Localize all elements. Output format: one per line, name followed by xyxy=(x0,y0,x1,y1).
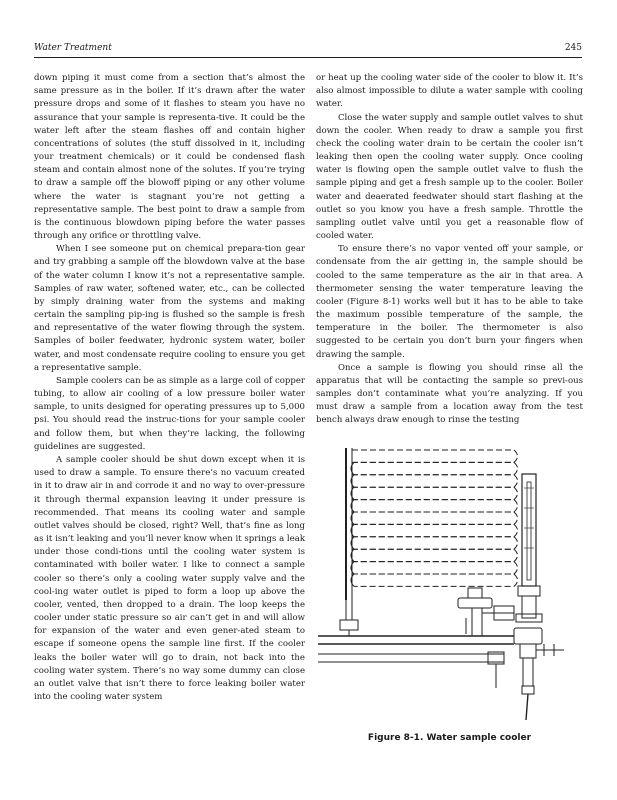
paragraph: A sample cooler should be shut down except when it is used to draw a sample. To ensure there’s no vacuum created in it to draw air in and corrode it and no way to over-pressure it through thermal expansion leaving it under pressure is recommended. That means its cooling water and sample outlet valves should be closed, right? Well, that’s fine as long as it isn’t leaking and you’ll never know when it springs a leak under those condi-tions until the cooling water system is contaminated with boiler water. I like to connect a sample cooler so there’s only a cooling water supply valve and the cool-ing water outlet is piped to form a loop up above the cooler, vented, then dropped to a drain. The loop keeps the cooler under static pressure so air can’t get in and will allow for expansion of the water and even gener-ated steam to escape if someone opens the sample line first. If the cooler leaks the boiler water will go to drain, not back into the cooling water system. There’s no way some dummy can close an outlet valve that isn’t there to force leaking boiler water into the cooling water system xyxy=(34,454,305,703)
figure-caption: Figure 8-1. Water sample cooler xyxy=(367,733,532,743)
paragraph: Once a sample is flowing you should rinse all the apparatus that will be contacting the sample so previ-ous samples don’t contaminate what you’re analyzing. If you must draw a sample from a location away from the test bench always draw enough to rinse the testing xyxy=(316,362,583,426)
paragraph: To ensure there’s no vapor vented off your sample, or condensate from the air getting in, the sample should be cooled to the same temperature as the air in that area. A thermometer sensing the water temperature leaving the cooler (Figure 8-1) works well but it has to be able to take the maximum possible temperature of the sample, the temperature in the boiler. The thermometer is also suggested to be certain you don’t burn your fingers when drawing the sample. xyxy=(316,244,583,360)
coil-turn xyxy=(352,475,518,487)
left-column xyxy=(34,72,305,704)
sample-cooler-figure xyxy=(318,438,583,728)
coil-turn xyxy=(352,562,518,574)
cooling-coil xyxy=(351,450,518,586)
coil-turn xyxy=(352,462,518,474)
coil-turn xyxy=(352,524,518,536)
coil-turn xyxy=(352,549,518,561)
right-column xyxy=(316,72,583,428)
paragraph: down piping it must come from a section that’s almost the same pressure as in the boiler. If it’s drawn after the water pressure drops and some of it flashes to steam you have no assurance that your sample is representa-tive. It could be the water left after the steam flashes off and contain higher concentrations of solutes (the stuff dissolved in it, including your treatment chemicals) or it could be condensed flash steam and contain almost none of the solutes. If you’re trying to draw a sample off the blowoff piping or any other volume where the water is stagnant you’re not getting a representative sample. The best point to draw a sample from is the continuous blowdown piping before the water passes through any orifice or throttling valve. xyxy=(34,73,305,242)
supply-valve xyxy=(458,588,514,636)
coil-turn xyxy=(352,574,518,586)
sample-cooler-drawing xyxy=(318,438,583,728)
paragraph: Sample coolers can be as simple as a large coil of copper tubing, to allow air cooling of a low pressure boiler water sample, to units designed for operating pressures up to 5,000 psi. You should read the instruc-tions for your sample cooler and follow them, but when they’re lacking, the following guidelines are suggested. xyxy=(34,375,305,452)
coil-turn xyxy=(352,450,518,462)
paragraph: Close the water supply and sample outlet valves to shut down the cooler. When ready to draw a sample you first check the cooling water drain to be certain the cooler isn’t leaking then open the cooling water supply. Once cooling water is flowing open the sample outlet valve to flush the sample piping and get a fresh sample up to the cooler. Boiler water and deaerated feedwater should start flashing at the outlet so you know you have a fresh sample. Throttle the sampling outlet valve until you get a reasonable flow of cooled water. xyxy=(316,112,583,242)
page-number: 245 xyxy=(564,43,582,53)
sample-outlet-valve xyxy=(514,628,564,720)
coil-turn xyxy=(352,537,518,549)
thermometer xyxy=(516,474,542,622)
paragraph: When I see someone put on chemical prepara-tion gear and try grabbing a sample off the blowdown valve at the base of the water column I know it’s not a representative sample. Samples of raw water, softened water, etc., can be collected by simply draining water from the systems and making certain the sampling pip-ing is flushed so the sample is fresh and representative of the water flowing through the system. Samples of boiler feedwater, hydronic system water, boiler water, and most condensate require cooling to ensure you get a representative sample. xyxy=(34,244,305,373)
coil-turn xyxy=(352,500,518,512)
coil-turn xyxy=(352,512,518,524)
drain-pipe xyxy=(488,652,504,688)
paragraph: or heat up the cooling water side of the cooler to blow it. It’s also almost impossible to dilute a water sample with cooling water. xyxy=(316,73,583,110)
lower-inlet-fitting xyxy=(340,620,358,636)
cooling-water-pipes xyxy=(318,636,514,662)
running-title: Water Treatment xyxy=(34,43,112,53)
coil-turn xyxy=(352,487,518,499)
running-header xyxy=(34,43,582,58)
